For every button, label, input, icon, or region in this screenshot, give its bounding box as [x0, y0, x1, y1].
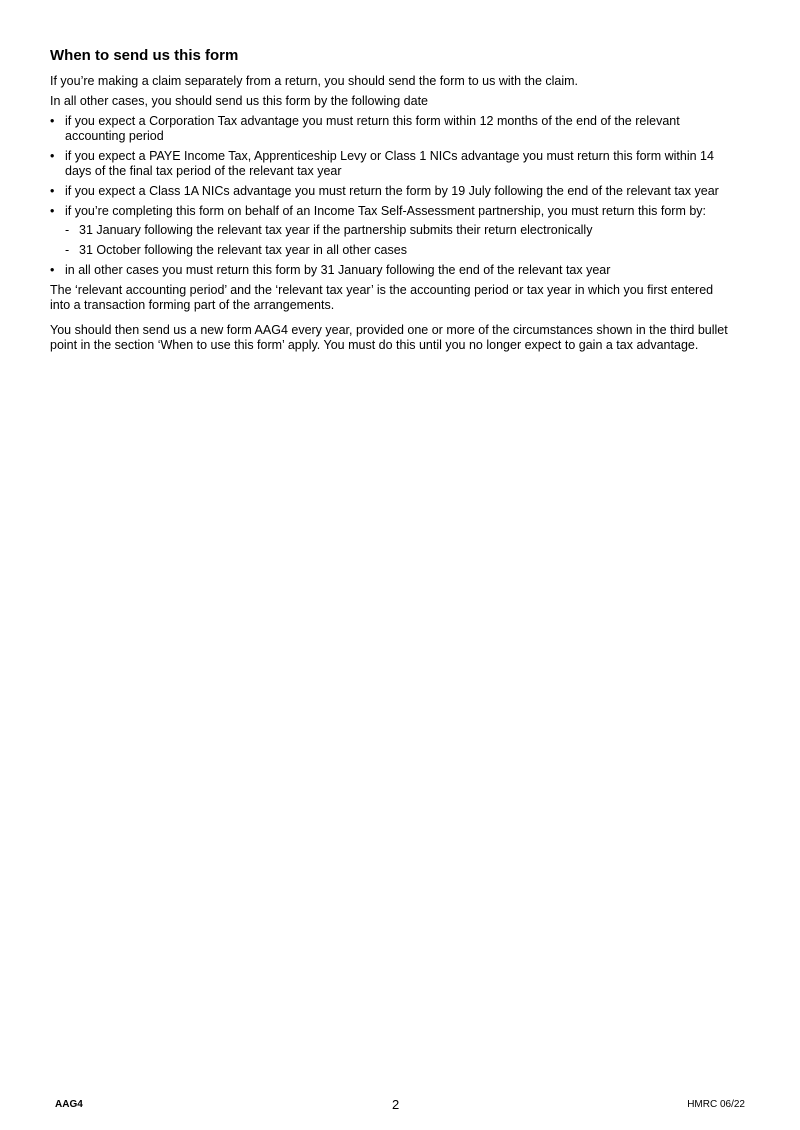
- sub-list-item: - 31 January following the relevant tax year if the partnership submits their return electronically: [65, 223, 730, 238]
- list-item: • if you expect a PAYE Income Tax, Apprenticeship Levy or Class 1 NICs advantage you must return this form within 14 days of the final tax period of the relevant tax year: [50, 149, 730, 179]
- list-item: • in all other cases you must return this form by 31 January following the end of the relevant tax year: [50, 263, 730, 278]
- list-item: • if you’re completing this form on behalf of an Income Tax Self-Assessment partnership, you must return this form by: - 31 January following the relevant tax year if the partnership submits their return electronically - 31 October following the relevant tax year in all other cases: [50, 204, 730, 258]
- partnership-sublist: [65, 223, 730, 258]
- form-code: AAG4: [55, 1099, 83, 1110]
- annual-submission-paragraph: You should then send us a new form AAG4 every year, provided one or more of the circumstances shown in the third bullet point in the section ‘When to use this form’ apply. You must do this until you no longer expect to gain a tax advantage.: [50, 323, 728, 352]
- page-content: [50, 46, 730, 358]
- form-reference: HMRC 06/22: [687, 1099, 745, 1110]
- page-footer: [55, 1097, 745, 1113]
- sub-list-item: - 31 October following the relevant tax year in all other cases: [65, 243, 730, 258]
- page-number: 2: [392, 1097, 400, 1112]
- deadline-list: [50, 114, 730, 278]
- relevant-period-paragraph: The ‘relevant accounting period’ and the ‘relevant tax year’ is the accounting period or tax year in which you first entered into a transaction forming part of the arrangements.: [50, 283, 714, 312]
- section-heading: When to send us this form: [50, 47, 239, 64]
- intro-paragraph-2: In all other cases, you should send us this form by the following date: [50, 94, 428, 108]
- list-item: • if you expect a Class 1A NICs advantage you must return the form by 19 July following the end of the relevant tax year: [50, 184, 730, 199]
- list-item: • if you expect a Corporation Tax advantage you must return this form within 12 months of the end of the relevant accounting period: [50, 114, 730, 144]
- intro-paragraph: If you’re making a claim separately from a return, you should send the form to us with the claim.: [50, 74, 579, 88]
